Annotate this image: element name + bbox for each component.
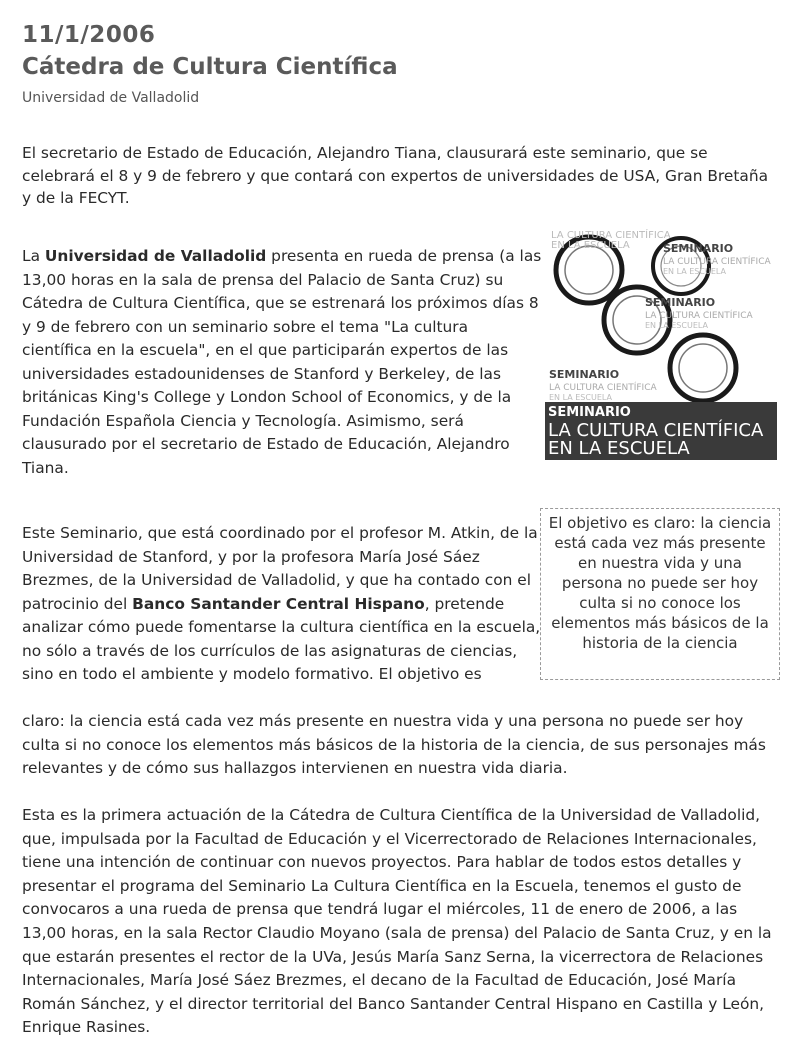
- logo-seminario-1: SEMINARIO: [663, 242, 734, 255]
- article-lead: El secretario de Estado de Educación, Alejandro Tiana, clausurará este seminario, que se celebrará el 8 y 9 de febrero y que contará con expertos de universidades de USA, Gran Bretaña y de la FECYT.: [22, 144, 769, 207]
- logo-banner-seminario: SEMINARIO: [548, 405, 631, 420]
- logo-faded-text-1: LA CULTURA CIENTÍFICA: [551, 230, 671, 241]
- pull-quote: El objetivo es claro: la ciencia está cada vez más presente en nuestra vida y una persona no puede ser hoy culta si no conoce los elementos más básicos de la historia de la ciencia: [540, 508, 780, 680]
- article-paragraph-3: Esta es la primera actuación de la Cátedra de Cultura Científica de la Universidad de Valladolid, que, impulsada por la Facultad de Educación y el Vicerrectorado de Relaciones Internacionales, tiene una intención de continuar con nuevos proyectos. Para hablar de todos estos detalles y presentar el programa del Seminario La Cultura Científica en la Escuela, tenemos el gusto de convocaros a una rueda de prensa que tendrá lugar el miércoles, 11 de enero de 2006, a las 13,00 horas, en la sala Rector Claudio Moyano (sala de prensa) del Palacio de Santa Cruz, y en la que estarán presentes el rector de la UVa, Jesús María Sanz Serna, la vicerrectora de Relaciones Internacionales, María José Sáez Brezmes, el decano de la Facultad de Educación, José María Román Sánchez, y el director territorial del Banco Santander Central Hispano en Castilla y León, Enrique Rasines.: [22, 806, 772, 1037]
- logo-faded-text-3: LA CULTURA CIENTÍFICA: [663, 257, 771, 267]
- logo-faded-text-5: LA CULTURA CIENTÍFICA: [645, 311, 753, 321]
- article-paragraph-1: La Universidad de Valladolid presenta en rueda de prensa (a las 13,00 horas en la sala de prensa del Palacio de Santa Cruz) su Cátedra de Cultura Científica, que se estrenará los próximos días 8 y 9 de febrero con un seminario sobre el tema "La cultura científica en la escuela", en el que participarán expertos de las universidades estadounidenses de Stanford y Berkeley, de las británicas King's College y London School of Economics, y de la Fundación Española Ciencia y Tecnología. Asimismo, será clausurado por el secretario de Estado de Educación, Alejandro Tiana.: [22, 247, 542, 477]
- article-source: Universidad de Valladolid: [22, 90, 200, 106]
- university-name: Universidad de Valladolid: [44, 247, 267, 265]
- sponsor-name: Banco Santander Central Hispano: [132, 594, 425, 613]
- logo-faded-text-8: EN LA ESCUELA: [549, 393, 612, 402]
- logo-faded-text-6: EN LA ESCUELA: [645, 321, 708, 330]
- logo-faded-text-7: LA CULTURA CIENTÍFICA: [549, 383, 657, 393]
- logo-faded-text-4: EN LA ESCUELA: [663, 267, 726, 276]
- seminar-logo: [545, 226, 777, 460]
- article-paragraph-2: Este Seminario, que está coordinado por el profesor M. Atkin, de la Universidad de Stanford, y por la profesora María José Sáez Brezmes, de la Universidad de Valladolid, y que ha contado con el patrocinio del Banco Santander Central Hispano, pretende analizar cómo puede fomentarse la cultura científica en la escuela, no sólo a través de los currículos de las asignaturas de ciencias, sino en todo el ambiente y modelo formativo. El objetivo es: [22, 524, 541, 683]
- logo-faded-text-2: EN LA ESCUELA: [551, 240, 630, 251]
- logo-banner-line-1: LA CULTURA CIENTÍFICA: [548, 420, 764, 441]
- article-date: 11/1/2006: [22, 22, 156, 48]
- article-title: Cátedra de Cultura Científica: [22, 54, 398, 80]
- article-paragraph-2-continued: claro: la ciencia está cada vez más presente en nuestra vida y una persona no puede ser hoy culta si no conoce los elementos más básicos de la historia de la ciencia, de sus personajes más relevantes y de cómo sus hallazgos intervienen en nuestra vida diaria.: [22, 712, 766, 777]
- logo-seminario-2: SEMINARIO: [645, 296, 716, 309]
- logo-seminario-3: SEMINARIO: [549, 368, 620, 381]
- logo-banner-line-2: EN LA ESCUELA: [548, 438, 690, 459]
